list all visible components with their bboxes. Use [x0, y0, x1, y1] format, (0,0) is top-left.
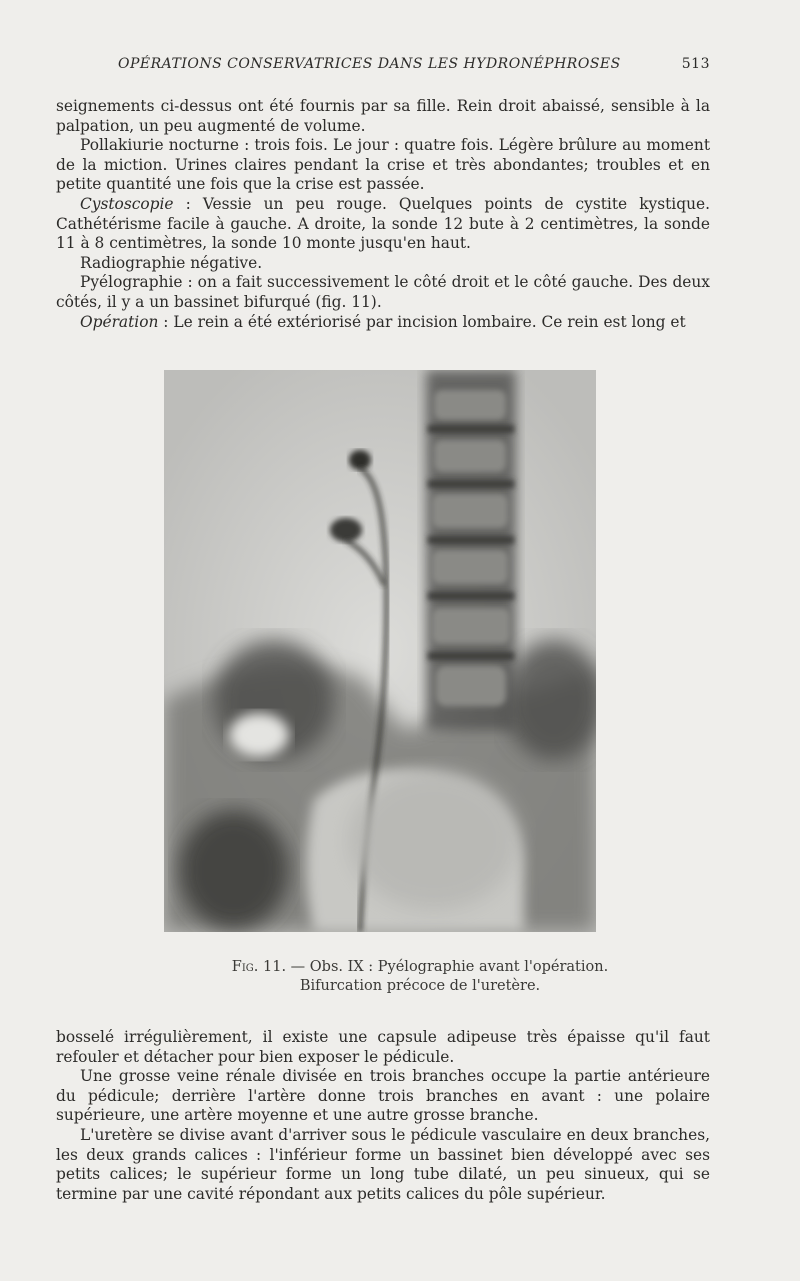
figure-label: Fig. 11. [231, 959, 287, 975]
paragraph-label: Cystoscopie [80, 194, 174, 213]
caption-line-1 [120, 958, 720, 977]
paragraph-body: : Vessie un peu rouge. Quelques points de cystite kystique. Cathétérisme facile à gauche. A droite, la sonde 12 bute à 2 centimètres, la sonde 11 à 8 centimètres, la sonde 10 monte jusqu'en haut. [56, 194, 710, 253]
paragraph: Pollakiurie nocturne : trois fois. Le jour : quatre fois. Légère brûlure au moment de la miction. Urines claires pendant la crise et très abondantes; troubles et en petite quantité une fois que la crise est passée. [56, 136, 710, 194]
caption-text: — Obs. IX : Pyélographie avant l'opération. [286, 959, 609, 975]
pyelography-radiograph [164, 370, 596, 932]
paragraph: Radiographie négative. [80, 253, 263, 272]
paragraph [56, 313, 710, 333]
top-text-block [56, 97, 710, 332]
paragraph: L'uretère se divise avant d'arriver sous le pédicule vasculaire en deux branches, les deux grands calices : l'inférieur forme un bassinet bien développé avec ses petits calices; le supérieur forme un long tube dilaté, un peu sinueux, qui se termine par une cavité répondant aux petits calices du pôle supérieur. [56, 1125, 710, 1203]
paragraph-body: : Le rein a été extériorisé par incision lombaire. Ce rein est long et [158, 312, 686, 331]
radiograph-image [164, 370, 596, 932]
paragraph-label: Opération [80, 312, 159, 331]
paragraph: bosselé irrégulièrement, il existe une capsule adipeuse très épaisse qu'il faut refouler et détacher pour bien exposer le pédicule. [56, 1028, 710, 1066]
running-header [56, 56, 710, 78]
paragraph: Une grosse veine rénale divisée en trois branches occupe la partie antérieure du pédicule; derrière l'artère donne trois branches en avant : une polaire supérieure, une artère moyenne et une autre grosse branche. [56, 1067, 710, 1125]
figure-caption [120, 958, 720, 996]
paragraph: Pyélographie : on a fait successivement le côté droit et le côté gauche. Des deux côtés, il y a un bassinet bifurqué (fig. 11). [56, 273, 710, 311]
running-title: OPÉRATIONS CONSERVATRICES DANS LES HYDRONÉPHROSES [118, 56, 621, 72]
paragraph [56, 195, 710, 254]
caption-line-2: Bifurcation précoce de l'uretère. [299, 978, 541, 994]
bottom-text-block [56, 1028, 710, 1204]
page-number: 513 [681, 56, 710, 72]
paragraph: seignements ci-dessus ont été fournis par sa fille. Rein droit abaissé, sensible à la palpation, un peu augmenté de volume. [56, 97, 710, 135]
